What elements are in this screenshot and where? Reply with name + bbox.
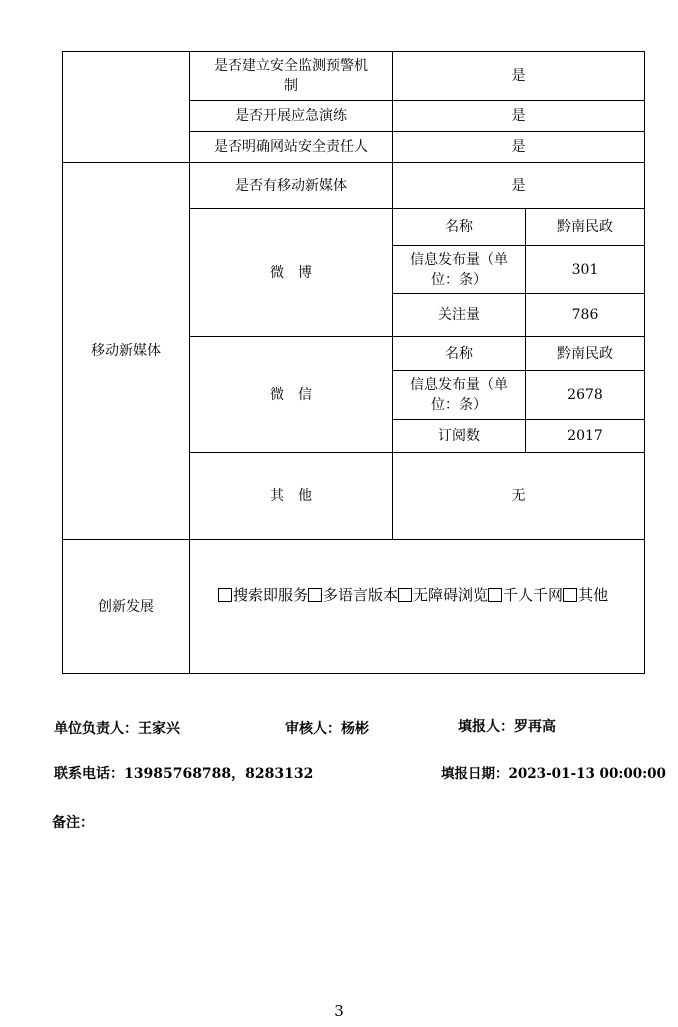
checkbox-accessibility[interactable] <box>398 588 412 602</box>
filler: 填报人：罗再高 <box>458 719 556 735</box>
value-has-mobile-media: 是 <box>511 177 526 194</box>
option-accessibility: 无障碍浏览 <box>413 586 489 604</box>
label-emergency-drill: 是否开展应急演练 <box>235 108 347 124</box>
weixin-name-label: 名称 <box>445 345 473 362</box>
weibo-follow-value: 786 <box>571 307 599 323</box>
value-security-monitoring: 是 <box>511 68 526 84</box>
weixin-posts-label: 信息发布量（单位：条） <box>410 377 508 413</box>
label-weixin: 微 信 <box>270 386 312 403</box>
innovation-options <box>218 584 608 605</box>
page-number: 3 <box>334 1002 344 1020</box>
checkbox-multilingual[interactable] <box>308 588 322 602</box>
option-other: 其他 <box>578 586 609 604</box>
weibo-name-value: 黔南民政 <box>557 219 613 235</box>
weixin-subs-value: 2017 <box>567 428 603 444</box>
checkbox-other[interactable] <box>563 588 577 602</box>
label-has-mobile-media: 是否有移动新媒体 <box>235 177 347 194</box>
label-innovation: 创新发展 <box>98 598 154 615</box>
value-other: 无 <box>511 488 526 504</box>
label-security-monitoring: 是否建立安全监测预警机制 <box>214 58 368 94</box>
unit-head: 单位负责人：王家兴 <box>54 721 180 737</box>
weibo-posts-label: 信息发布量（单位：条） <box>410 251 508 288</box>
weibo-name-label: 名称 <box>445 219 473 235</box>
weibo-follow-label: 关注量 <box>438 307 480 323</box>
value-security-officer: 是 <box>511 139 526 155</box>
weixin-subs-label: 订阅数 <box>438 428 480 444</box>
contact-phone: 联系电话：13985768788，8283132 <box>54 766 314 782</box>
weixin-name-value: 黔南民政 <box>557 345 613 362</box>
weixin-posts-value: 2678 <box>567 387 603 403</box>
value-emergency-drill: 是 <box>511 108 526 124</box>
weibo-posts-value: 301 <box>571 261 599 278</box>
checkbox-search-service[interactable] <box>218 588 232 602</box>
fill-date: 填报日期：2023-01-13 00:00:00 <box>441 766 666 782</box>
label-weibo: 微 博 <box>270 264 312 281</box>
checkbox-personalized[interactable] <box>488 588 502 602</box>
remark: 备注： <box>52 815 94 831</box>
option-search-service: 搜索即服务 <box>233 586 309 604</box>
label-security-officer: 是否明确网站安全责任人 <box>214 139 368 155</box>
option-multilingual: 多语言版本 <box>323 586 399 604</box>
label-other: 其 他 <box>270 488 312 504</box>
reviewer: 审核人：杨彬 <box>285 721 369 737</box>
option-personalized: 千人千网 <box>503 586 564 604</box>
label-mobile-media: 移动新媒体 <box>91 343 161 359</box>
